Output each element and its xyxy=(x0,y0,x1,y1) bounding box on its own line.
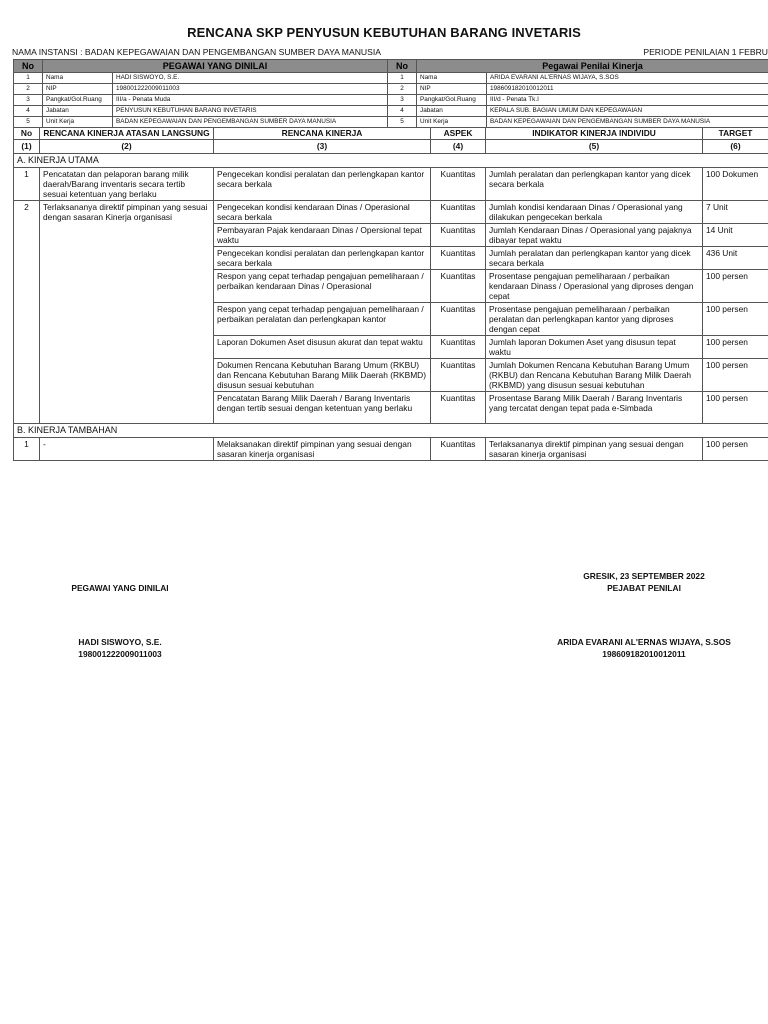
row-aspek: Kuantitas xyxy=(431,336,486,359)
skp-table xyxy=(13,127,768,461)
left-signer-role: PEGAWAI YANG DINILAI xyxy=(71,583,169,593)
identity-header-row xyxy=(14,60,768,73)
section-a-label: A. KINERJA UTAMA xyxy=(14,154,768,168)
skp-header-row xyxy=(14,128,768,140)
column-number: (3) xyxy=(214,140,431,154)
left-signer-nip: 198001222009011003 xyxy=(78,649,162,659)
table-row xyxy=(14,201,768,224)
row-no: 1 xyxy=(14,438,40,461)
identity-no: 1 xyxy=(14,73,43,84)
column-number: (4) xyxy=(431,140,486,154)
column-number: (1) xyxy=(14,140,40,154)
section-row xyxy=(14,424,768,438)
row-target: 436 Unit xyxy=(703,247,768,270)
identity-label: Unit Kerja xyxy=(43,117,113,128)
row-atasan: Pencatatan dan pelaporan barang milik daerah/Barang inventaris secara tertib sesuai ketentuan yang berlaku xyxy=(40,168,214,201)
identity-no: 5 xyxy=(388,117,417,128)
pegawai-penilai-header: Pegawai Penilai Kinerja xyxy=(417,60,768,73)
row-aspek: Kuantitas xyxy=(431,224,486,247)
column-number-row xyxy=(14,140,768,154)
identity-row xyxy=(14,106,768,117)
right-signer-name: ARIDA EVARANI AL'ERNAS WIJAYA, S.SOS xyxy=(557,637,731,647)
row-rencana: Pengecekan kondisi kendaraan Dinas / Operasional secara berkala xyxy=(214,201,431,224)
identity-value: HADI SISWOYO, S.E. xyxy=(113,73,388,84)
row-aspek: Kuantitas xyxy=(431,201,486,224)
identity-label: Unit Kerja xyxy=(417,117,487,128)
identity-value: BADAN KEPEGAWAIAN DAN PENGEMBANGAN SUMBER DAYA MANUSIA xyxy=(487,117,768,128)
row-rencana: Pengecekan kondisi peralatan dan perlengkapan kantor secara berkala xyxy=(214,247,431,270)
row-target: 100 persen xyxy=(703,303,768,336)
identity-label: Pangkat/Gol.Ruang xyxy=(417,95,487,106)
identity-no: 3 xyxy=(14,95,43,106)
row-rencana: Pembayaran Pajak kendaraan Dinas / Opersional tepat waktu xyxy=(214,224,431,247)
identity-table xyxy=(13,59,768,128)
row-indikator: Prosentase pengajuan pemeliharaan / perbaikan kendaraan Dinass / Operasional yang diproses dengan cepat xyxy=(486,270,703,303)
row-indikator: Terlaksananya direktif pimpinan yang sesuai dengan sasaran kinerja organisasi xyxy=(486,438,703,461)
col-header-atasan: RENCANA KINERJA ATASAN LANGSUNG xyxy=(40,128,214,140)
row-indikator: Jumlah laporan Dokumen Aset yang disusun tepat waktu xyxy=(486,336,703,359)
periode-label: PERIODE PENILAIAN 1 FEBRU xyxy=(643,47,768,57)
identity-no: 2 xyxy=(388,84,417,95)
identity-value: 198001222009011003 xyxy=(113,84,388,95)
row-rencana: Laporan Dokumen Aset disusun akurat dan tepat waktu xyxy=(214,336,431,359)
identity-no: 5 xyxy=(14,117,43,128)
row-aspek: Kuantitas xyxy=(431,303,486,336)
col-header-aspek: ASPEK xyxy=(431,128,486,140)
identity-label: NIP xyxy=(43,84,113,95)
identity-row xyxy=(14,73,768,84)
row-target: 7 Unit xyxy=(703,201,768,224)
row-target: 100 persen xyxy=(703,270,768,303)
identity-row xyxy=(14,84,768,95)
row-indikator: Prosentase pengajuan pemeliharaan / perbaikan peralatan dan perlengkapan kantor yang diproses dengan cepat xyxy=(486,303,703,336)
identity-label: Jabatan xyxy=(417,106,487,117)
row-aspek: Kuantitas xyxy=(431,168,486,201)
row-indikator: Jumlah peralatan dan perlengkapan kantor yang dicek secara berkala xyxy=(486,247,703,270)
col-header-target: TARGET xyxy=(703,128,768,140)
column-number: (2) xyxy=(40,140,214,154)
row-atasan: Terlaksananya direktif pimpinan yang sesuai dengan sasaran Kinerja organisasi xyxy=(40,201,214,424)
row-rencana: Dokumen Rencana Kebutuhan Barang Umum (RKBU) dan Rencana Kebutuhan Barang Milik Daerah (RKBMD) disusun sesuai kebutuhan xyxy=(214,359,431,392)
identity-row xyxy=(14,95,768,106)
identity-no: 4 xyxy=(388,106,417,117)
identity-value: ARIDA EVARANI AL'ERNAS WIJAYA, S.SOS xyxy=(487,73,768,84)
section-b-label: B. KINERJA TAMBAHAN xyxy=(14,424,768,438)
identity-value: III/a - Penata Muda xyxy=(113,95,388,106)
row-aspek: Kuantitas xyxy=(431,270,486,303)
row-indikator: Jumlah kondisi kendaraan Dinas / Operasional yang dilakukan pengecekan berkala xyxy=(486,201,703,224)
place-date: GRESIK, 23 SEPTEMBER 2022 xyxy=(583,571,705,581)
row-rencana: Pengecekan kondisi peralatan dan perlengkapan kantor secara berkala xyxy=(214,168,431,201)
identity-label: Nama xyxy=(417,73,487,84)
section-row xyxy=(14,154,768,168)
row-indikator: Jumlah Kendaraan Dinas / Operasional yang pajaknya dibayar tepat waktu xyxy=(486,224,703,247)
row-target: 14 Unit xyxy=(703,224,768,247)
identity-row xyxy=(14,117,768,128)
identity-value: III/d - Penata Tk.I xyxy=(487,95,768,106)
right-signer-nip: 198609182010012011 xyxy=(602,649,686,659)
row-rencana: Respon yang cepat terhadap pengajuan pemeliharaan / perbaikan peralatan dan perlengkapan kantor xyxy=(214,303,431,336)
identity-label: NIP xyxy=(417,84,487,95)
identity-value: KEPALA SUB. BAGIAN UMUM DAN KEPEGAWAIAN xyxy=(487,106,768,117)
no-header: No xyxy=(14,60,43,73)
row-target: 100 persen xyxy=(703,392,768,424)
row-aspek: Kuantitas xyxy=(431,247,486,270)
identity-no: 1 xyxy=(388,73,417,84)
row-rencana: Melaksanakan direktif pimpinan yang sesuai dengan sasaran kinerja organisasi xyxy=(214,438,431,461)
identity-value: BADAN KEPEGAWAIAN DAN PENGEMBANGAN SUMBER DAYA MANUSIA xyxy=(113,117,388,128)
row-indikator: Prosentase Barang Milik Daerah / Barang Inventaris yang tercatat dengan tepat pada e-Simbada xyxy=(486,392,703,424)
row-rencana: Pencatatan Barang Milik Daerah / Barang Inventaris dengan tertib sesuai dengan ketentuan yang berlaku xyxy=(214,392,431,424)
col-header-no: No xyxy=(14,128,40,140)
table-row xyxy=(14,168,768,201)
right-signer-role: PEJABAT PENILAI xyxy=(607,583,681,593)
row-target: 100 Dokumen xyxy=(703,168,768,201)
row-target: 100 persen xyxy=(703,359,768,392)
row-target: 100 persen xyxy=(703,438,768,461)
no-header: No xyxy=(388,60,417,73)
row-indikator: Jumlah peralatan dan perlengkapan kantor yang dicek secara berkala xyxy=(486,168,703,201)
identity-value: PENYUSUN KEBUTUHAN BARANG INVETARIS xyxy=(113,106,388,117)
identity-value: 198609182010012011 xyxy=(487,84,768,95)
identity-no: 3 xyxy=(388,95,417,106)
row-target: 100 persen xyxy=(703,336,768,359)
column-number: (6) xyxy=(703,140,768,154)
identity-label: Pangkat/Gol.Ruang xyxy=(43,95,113,106)
row-aspek: Kuantitas xyxy=(431,392,486,424)
table-row xyxy=(14,438,768,461)
instansi-label: NAMA INSTANSI : BADAN KEPEGAWAIAN DAN PENGEMBANGAN SUMBER DAYA MANUSIA xyxy=(12,47,381,57)
row-no: 2 xyxy=(14,201,40,424)
row-no: 1 xyxy=(14,168,40,201)
col-header-rencana: RENCANA KINERJA xyxy=(214,128,431,140)
row-atasan: - xyxy=(40,438,214,461)
row-aspek: Kuantitas xyxy=(431,359,486,392)
row-rencana: Respon yang cepat terhadap pengajuan pemeliharaan / perbaikan kendaraan Dinas / Operasional xyxy=(214,270,431,303)
identity-label: Nama xyxy=(43,73,113,84)
identity-label: Jabatan xyxy=(43,106,113,117)
pegawai-dinilai-header: PEGAWAI YANG DINILAI xyxy=(43,60,388,73)
identity-no: 4 xyxy=(14,106,43,117)
left-signer-name: HADI SISWOYO, S.E. xyxy=(78,637,162,647)
row-indikator: Jumlah Dokumen Rencana Kebutuhan Barang Umum (RKBU) dan Rencana Kebutuhan Barang Milik Daerah (RKBMD) yang disusun sesuai kebutuhan xyxy=(486,359,703,392)
identity-no: 2 xyxy=(14,84,43,95)
document-title: RENCANA SKP PENYUSUN KEBUTUHAN BARANG INVETARIS xyxy=(187,25,581,40)
col-header-indikator: INDIKATOR KINERJA INDIVIDU xyxy=(486,128,703,140)
column-number: (5) xyxy=(486,140,703,154)
row-aspek: Kuantitas xyxy=(431,438,486,461)
